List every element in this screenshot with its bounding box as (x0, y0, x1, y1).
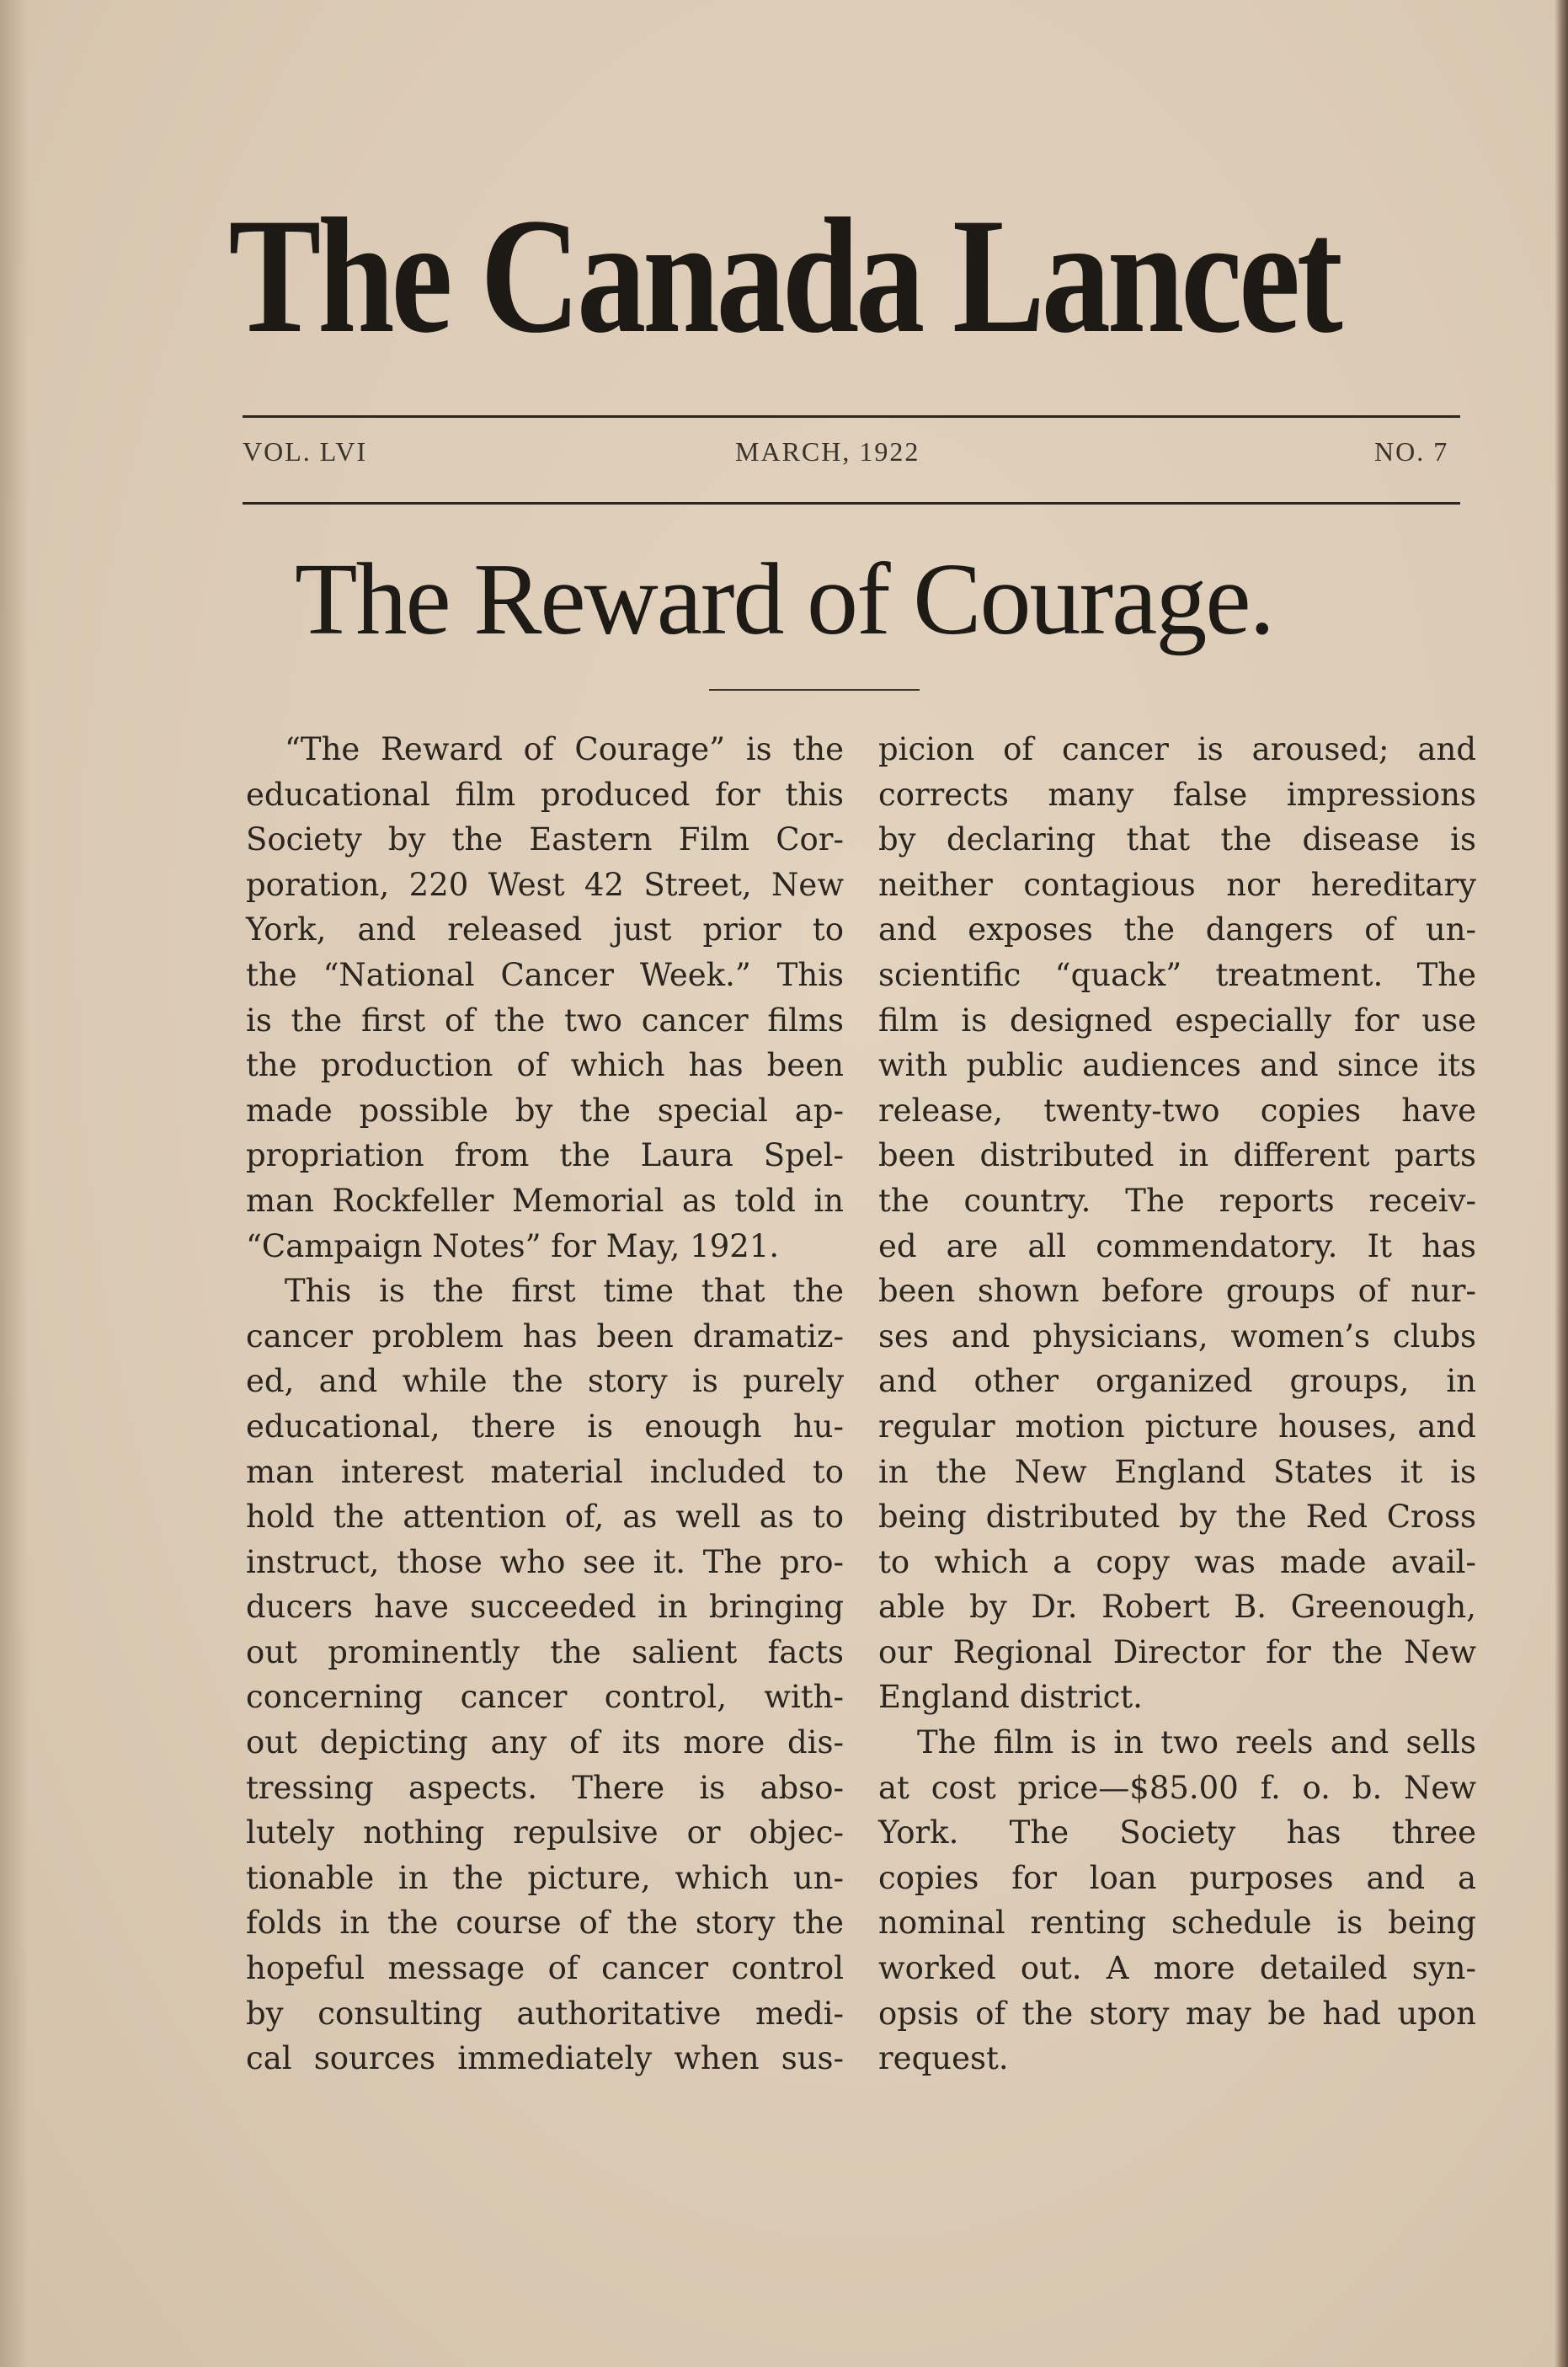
text-line: Society by the Eastern Film Cor- (246, 821, 844, 858)
text-line: and exposes the dangers of un- (878, 911, 1476, 948)
text-line: worked out. A more detailed syn- (878, 1950, 1476, 1987)
paragraph (878, 727, 1476, 1720)
text-line: in the New England States it is (878, 1453, 1476, 1490)
text-line: propriation from the Laura Spel- (246, 1137, 844, 1174)
text-line: nominal renting schedule is being (878, 1905, 1476, 1942)
text-line: man Rockfeller Memorial as told in (246, 1182, 844, 1219)
text-line: neither contagious nor hereditary (878, 866, 1476, 903)
issue-date: MARCH, 1922 (735, 436, 920, 467)
text-line: “Campaign Notes” for May, 1921. (246, 1227, 780, 1264)
text-line: “The Reward of Courage” is the (285, 731, 844, 767)
text-line: educational, there is enough hu- (246, 1408, 844, 1445)
text-line: hold the attention of, as well as to (246, 1499, 844, 1536)
binding-shadow (0, 0, 29, 2367)
text-line: educational film produced for this (246, 776, 844, 813)
text-line: the production of which has been (246, 1047, 844, 1084)
text-line: being distributed by the Red Cross (878, 1499, 1476, 1536)
article-column-left (246, 727, 844, 2081)
paragraph (246, 1269, 844, 2081)
text-line: England district. (878, 1679, 1143, 1716)
text-line: opsis of the story may be had upon (878, 1995, 1476, 2032)
text-line: and other organized groups, in (878, 1363, 1476, 1400)
text-line: our Regional Director for the New (878, 1633, 1476, 1670)
text-line: to which a copy was made avail- (878, 1543, 1476, 1580)
masthead-rule-bottom (243, 502, 1460, 505)
article-title: The Reward of Courage. (294, 542, 1273, 656)
text-line: lutely nothing repulsive or objec- (246, 1814, 844, 1851)
title-divider (709, 689, 920, 691)
text-line: The film is in two reels and sells (917, 1724, 1476, 1761)
text-line: been shown before groups of nur- (878, 1273, 1476, 1310)
text-line: cal sources immediately when sus- (246, 2040, 844, 2077)
text-line: by declaring that the disease is (878, 821, 1476, 858)
paragraph (878, 1720, 1476, 2081)
text-line: copies for loan purposes and a (878, 1859, 1476, 1896)
text-line: York. The Society has three (878, 1814, 1476, 1851)
text-line: the “National Cancer Week.” This (246, 956, 844, 993)
text-line: able by Dr. Robert B. Greenough, (878, 1589, 1476, 1626)
text-line: tressing aspects. There is abso- (246, 1769, 844, 1806)
text-line: at cost price—$85.00 f. o. b. New (878, 1769, 1476, 1806)
text-line: ses and physicians, women’s clubs (878, 1317, 1476, 1354)
text-line: by consulting authoritative medi- (246, 1995, 844, 2032)
text-line: concerning cancer control, with- (246, 1679, 844, 1716)
journal-masthead: The Canada Lancet (228, 184, 1340, 367)
masthead-rule-top (243, 415, 1460, 418)
text-line: is the first of the two cancer films (246, 1002, 844, 1039)
text-line: tionable in the picture, which un- (246, 1859, 844, 1896)
text-line: made possible by the special ap- (246, 1092, 844, 1129)
article-column-right (878, 727, 1476, 2081)
text-line: ed are all commendatory. It has (878, 1227, 1476, 1264)
text-line: corrects many false impressions (878, 776, 1476, 813)
issue-number: NO. 7 (1374, 436, 1449, 467)
text-line: out prominently the salient facts (246, 1633, 844, 1670)
text-line: ducers have succeeded in bringing (246, 1589, 844, 1626)
text-line: man interest material included to (246, 1453, 844, 1490)
text-line: the country. The reports receiv- (878, 1182, 1476, 1219)
paragraph (246, 727, 844, 1269)
volume-label: VOL. LVI (243, 436, 368, 467)
text-line: This is the first time that the (285, 1273, 844, 1310)
text-line: folds in the course of the story the (246, 1905, 844, 1942)
text-line: picion of cancer is aroused; and (878, 731, 1476, 767)
text-line: release, twenty-two copies have (878, 1092, 1476, 1129)
text-line: cancer problem has been dramatiz- (246, 1317, 844, 1354)
text-line: scientific “quack” treatment. The (878, 956, 1476, 993)
text-line: been distributed in different parts (878, 1137, 1476, 1174)
text-line: request. (878, 2040, 1009, 2077)
text-line: ed, and while the story is purely (246, 1363, 844, 1400)
text-line: instruct, those who see it. The pro- (246, 1543, 844, 1580)
text-line: hopeful message of cancer control (246, 1950, 844, 1987)
text-line: film is designed especially for use (878, 1002, 1476, 1039)
text-line: poration, 220 West 42 Street, New (246, 866, 844, 903)
text-line: York, and released just prior to (246, 911, 844, 948)
text-line: out depicting any of its more dis- (246, 1724, 844, 1761)
text-line: with public audiences and since its (878, 1047, 1476, 1084)
text-line: regular motion picture houses, and (878, 1408, 1476, 1445)
page-edge (1555, 0, 1568, 2367)
